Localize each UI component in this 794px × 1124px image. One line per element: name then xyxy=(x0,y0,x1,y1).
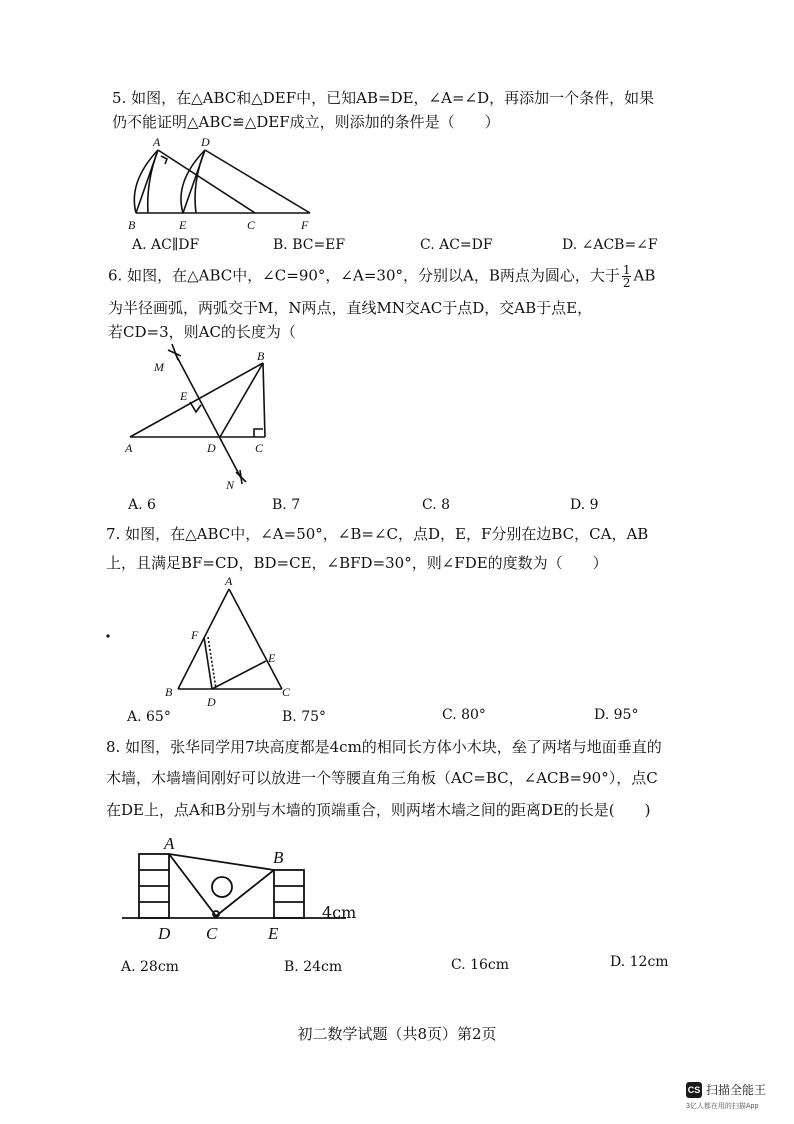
q6-frac-num: 1 xyxy=(622,263,631,277)
q8-label-D: D xyxy=(158,924,171,943)
q7-label-B: B xyxy=(165,685,173,699)
q7-option-d[interactable]: D. 95° xyxy=(594,707,639,723)
q5-option-a[interactable]: A. AC∥DF xyxy=(132,237,200,253)
q8-text-line2: 木墙，木墙墙间刚好可以放进一个等腰直角三角板（AC=BC，∠ACB=90°），点C xyxy=(106,769,658,787)
q5-label-E: E xyxy=(179,218,187,232)
q6-label-A: A xyxy=(125,441,133,455)
q5-text-line2: 仍不能证明△ABC≌△DEF成立，则添加的条件是（ ） xyxy=(112,113,500,131)
q6-label-B: B xyxy=(257,349,265,363)
scanner-tagline: 3亿人都在用的扫描App xyxy=(686,1103,759,1110)
q7-text-line2: 上，且满足BF=CD，BD=CE，∠BFD=30°，则∠FDE的度数为（ ） xyxy=(106,554,608,572)
q7-text-line1: 7. 如图，在△ABC中，∠A=50°，∠B=∠C，点D，E，F分别在边BC，CA，AB xyxy=(106,525,649,543)
q6-option-d[interactable]: D. 9 xyxy=(570,497,599,513)
q6-label-D: D xyxy=(207,441,216,455)
q8-label-E: E xyxy=(268,924,279,943)
q7-label-A: A xyxy=(225,574,233,588)
q7-option-a[interactable]: A. 65° xyxy=(127,709,171,725)
scanner-app-name: 扫描全能王 xyxy=(706,1083,767,1097)
q7-option-c[interactable]: C. 80° xyxy=(442,707,486,723)
q5-label-C: C xyxy=(247,218,256,232)
q7-label-D: D xyxy=(207,695,216,709)
q5-label-F: F xyxy=(301,218,309,232)
q7-label-F: F xyxy=(191,628,199,642)
scanner-logo-icon: CS xyxy=(686,1082,702,1098)
q5-label-B: B xyxy=(128,218,136,232)
q8-option-d[interactable]: D. 12cm xyxy=(610,954,669,970)
q5-option-c[interactable]: C. AC=DF xyxy=(420,237,493,253)
q6-label-M: M xyxy=(154,360,164,374)
q8-option-b[interactable]: B. 24cm xyxy=(284,959,343,975)
q8-text-line1: 8. 如图，张华同学用7块高度都是4cm的相同长方体小木块，垒了两堵与地面垂直的 xyxy=(106,738,662,756)
q5-text-line1: 5. 如图，在△ABC和△DEF中，已知AB=DE，∠A=∠D，再添加一个条件，如果 xyxy=(112,89,655,107)
q6-option-b[interactable]: B. 7 xyxy=(272,497,301,513)
q6-text-line1a: 6. 如图，在△ABC中，∠C=90°，∠A=30°，分别以A，B两点为圆心，大于 xyxy=(108,266,620,285)
q6-text-line1b: AB xyxy=(633,266,656,285)
q7-label-E: E xyxy=(268,651,276,665)
q8-option-c[interactable]: C. 16cm xyxy=(451,957,510,973)
q6-text-line3: 若CD=3，则AC的长度为（ xyxy=(108,323,296,341)
q8-option-a[interactable]: A. 28cm xyxy=(121,959,179,975)
q6-label-N: N xyxy=(226,478,235,492)
q6-option-c[interactable]: C. 8 xyxy=(422,497,451,513)
q8-text-line3: 在DE上，点A和B分别与木墙的顶端重合，则两堵木墙之间的距离DE的长是( ) xyxy=(106,801,651,819)
q6-option-a[interactable]: A. 6 xyxy=(128,497,156,513)
page-footer: 初二数学试题（共8页）第2页 xyxy=(297,1025,497,1043)
q6-frac-den: 2 xyxy=(622,276,631,290)
q6-label-E: E xyxy=(180,389,188,403)
q8-label-C: C xyxy=(206,924,218,943)
q5-label-A: A xyxy=(153,135,161,149)
q8-label-A: A xyxy=(164,834,175,853)
q7-label-C: C xyxy=(282,685,291,699)
q5-option-b[interactable]: B. BC=EF xyxy=(273,237,346,253)
q8-label-B: B xyxy=(273,848,284,867)
q5-label-D: D xyxy=(201,135,210,149)
q8-measure-label: 4cm xyxy=(322,903,357,922)
q7-option-b[interactable]: B. 75° xyxy=(282,709,327,725)
q6-label-C: C xyxy=(255,441,264,455)
q5-option-d[interactable]: D. ∠ACB=∠F xyxy=(562,237,658,253)
q6-text-line2: 为半径画弧，两弧交于M，N两点，直线MN交AC于点D，交AB于点E， xyxy=(108,299,593,317)
